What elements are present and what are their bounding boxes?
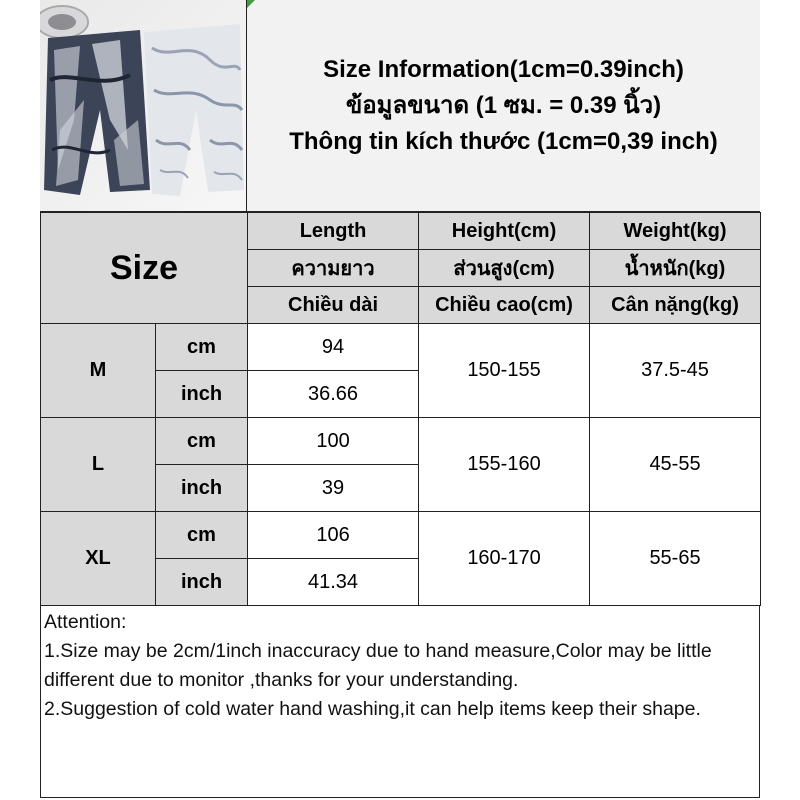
header-length-en: Length — [248, 213, 419, 250]
product-photo — [40, 0, 247, 212]
weight-value: 37.5-45 — [590, 324, 761, 418]
table-row — [41, 324, 761, 371]
table-row — [41, 418, 761, 465]
header-length-th: ความยาว — [248, 250, 419, 287]
notes-title: Attention: — [44, 611, 127, 633]
header-height-en: Height(cm) — [419, 213, 590, 250]
table-row — [41, 512, 761, 559]
length-inch-value: 36.66 — [248, 371, 419, 418]
weight-value: 55-65 — [590, 512, 761, 606]
header-title-vietnamese: Thông tin kích thước (1cm=0,39 inch) — [289, 127, 718, 155]
size-label: L — [41, 418, 156, 512]
header-height-vi: Chiều cao(cm) — [419, 287, 590, 324]
corner-mark — [247, 0, 255, 8]
unit-label-cm: cm — [156, 418, 248, 465]
header-height-th: ส่วนสูง(cm) — [419, 250, 590, 287]
unit-label-inch: inch — [156, 465, 248, 512]
height-value: 150-155 — [419, 324, 590, 418]
notes-line-2: 2.Suggestion of cold water hand washing,it can help items keep their shape. — [44, 698, 701, 720]
header-weight-th: น้ำหนัก(kg) — [590, 250, 761, 287]
length-inch-value: 39 — [248, 465, 419, 512]
size-table — [40, 212, 761, 606]
pants-illustration — [40, 0, 247, 212]
weight-value: 45-55 — [590, 418, 761, 512]
unit-label-inch: inch — [156, 371, 248, 418]
notes-line-1: 1.Size may be 2cm/1inch inaccuracy due to hand measure,Color may be little different due to monitor ,thanks for your understanding. — [44, 640, 718, 691]
length-cm-value: 94 — [248, 324, 419, 371]
attention-notes — [44, 608, 744, 724]
size-column-title: Size — [41, 213, 248, 324]
unit-label-cm: cm — [156, 512, 248, 559]
size-label: XL — [41, 512, 156, 606]
length-cm-value: 106 — [248, 512, 419, 559]
height-value: 160-170 — [419, 512, 590, 606]
unit-label-cm: cm — [156, 324, 248, 371]
header-title-english: Size Information(1cm=0.39inch) — [323, 55, 684, 83]
header-weight-vi: Cân nặng(kg) — [590, 287, 761, 324]
length-inch-value: 41.34 — [248, 559, 419, 606]
header-weight-en: Weight(kg) — [590, 213, 761, 250]
size-information-header — [247, 0, 760, 212]
height-value: 155-160 — [419, 418, 590, 512]
unit-label-inch: inch — [156, 559, 248, 606]
header-length-vi: Chiều dài — [248, 287, 419, 324]
size-label: M — [41, 324, 156, 418]
header-title-thai: ข้อมูลขนาด (1 ซม. = 0.39 นิ้ว) — [345, 91, 662, 119]
length-cm-value: 100 — [248, 418, 419, 465]
